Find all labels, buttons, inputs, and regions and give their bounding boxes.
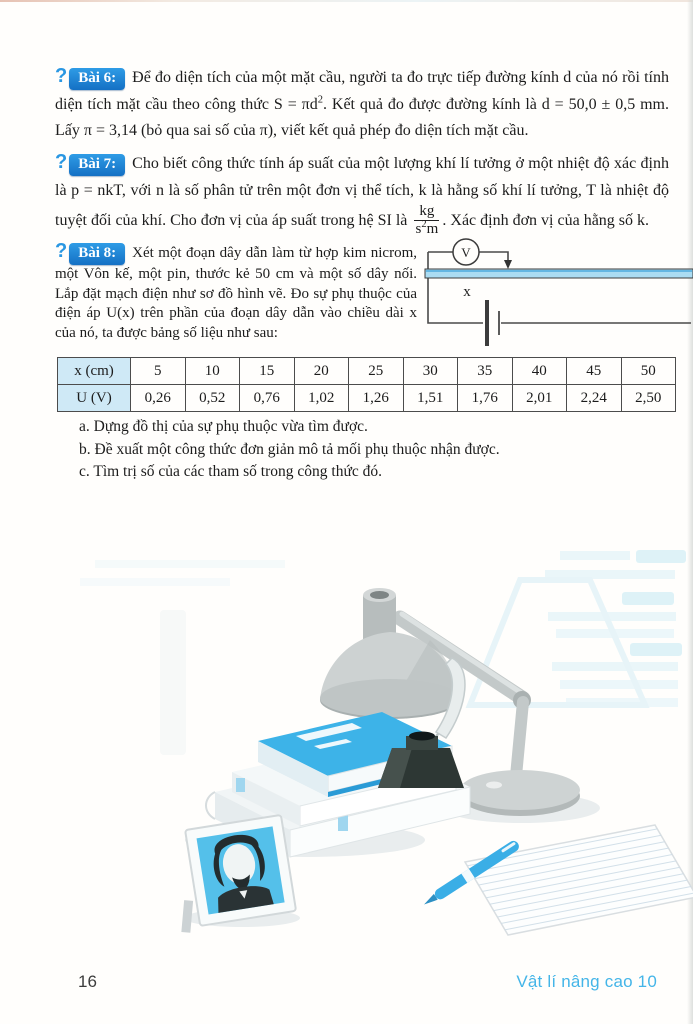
table-cell: 15 bbox=[240, 358, 295, 385]
exercise-8 bbox=[55, 238, 417, 343]
table-cell: 35 bbox=[458, 358, 513, 385]
exercise-6-text: Để đo diện tích của một mặt cầu, người ta đo trực tiếp đường kính d của nó rồi tính diện tích mặt cầu theo công thức $S = \pi d^2$. Kết quả đo được đường kính là d = 50,0 ± 0,5 mm. Lấy π = 3,14 (bỏ qua sai số của π), viết kết quả phép đo diện tích mặt cầu. bbox=[55, 69, 669, 139]
scan-top-edge bbox=[0, 0, 693, 2]
table-cell: 2,24 bbox=[567, 385, 622, 412]
length-x-label: x bbox=[463, 284, 471, 300]
exercise-7 bbox=[55, 146, 669, 238]
table-cell: 0,76 bbox=[240, 385, 295, 412]
table-cell: 0,52 bbox=[185, 385, 240, 412]
voltmeter-label: V bbox=[461, 245, 471, 260]
table-cell: 1,26 bbox=[349, 385, 404, 412]
table-cell: 10 bbox=[185, 358, 240, 385]
table-cell: 1,51 bbox=[403, 385, 458, 412]
measurement-table-body bbox=[58, 358, 676, 412]
table-row-header: U (V) bbox=[58, 385, 131, 412]
table-cell: 2,50 bbox=[621, 385, 676, 412]
exercise-8-badge: Bài 8: bbox=[69, 243, 125, 265]
question-mark-icon: ? bbox=[55, 65, 68, 87]
table-cell: 45 bbox=[567, 358, 622, 385]
subquestion-a: a. Dựng đồ thị của sự phụ thuộc vừa tìm được. bbox=[79, 418, 368, 435]
measurement-table bbox=[57, 357, 676, 412]
exercise-8-subquestions bbox=[79, 416, 500, 484]
question-mark-icon: ? bbox=[55, 151, 68, 173]
table-cell: 1,02 bbox=[294, 385, 349, 412]
exercise-6 bbox=[55, 60, 669, 143]
circuit-diagram bbox=[420, 236, 693, 358]
table-row bbox=[58, 385, 676, 412]
table-cell: 2,01 bbox=[512, 385, 567, 412]
page-number: 16 bbox=[78, 972, 97, 991]
lamp-base bbox=[460, 770, 580, 816]
table-cell: 5 bbox=[131, 358, 186, 385]
table-cell: 20 bbox=[294, 358, 349, 385]
table-cell: 1,76 bbox=[458, 385, 513, 412]
table-cell: 40 bbox=[512, 358, 567, 385]
subquestion-c: c. Tìm trị số của các tham số trong công thức đó. bbox=[79, 463, 382, 481]
exercise-8-text: Xét một đoạn dây dẫn làm từ hợp kim nicrom, một Vôn kế, một pin, thước kẻ 50 cm và một số dây nối. Lắp đặt mạch điện như sơ đồ hình vẽ. Đo sự phụ thuộc của điện áp U(x) trên phần của đoạn dây dẫn vào chiều dài x của nó, ta được bảng số liệu như sau: bbox=[55, 245, 417, 341]
question-mark-icon: ? bbox=[55, 240, 68, 262]
table-cell: 30 bbox=[403, 358, 458, 385]
subquestion-b: b. Đề xuất một công thức đơn giản mô tả mối phụ thuộc nhận được. bbox=[79, 440, 500, 458]
exercise-7-text: Cho biết công thức tính áp suất của một lượng khí lí tưởng ở một nhiệt độ xác định là p = nkT, với n là số phân tử trên một đơn vị thể tích, k là hằng số khí lí tưởng, T là nhiệt độ tuyệt đối của khí. Cho đơn vị của áp suất trong hệ SI là $\frac{kg}{s^2m}$ . Xác định đơn vị của hằng số k. bbox=[55, 155, 669, 238]
book-title-footer: Vật lí nâng cao 10 bbox=[516, 972, 657, 991]
table-cell: 50 bbox=[621, 358, 676, 385]
slider-arrow-icon bbox=[504, 260, 512, 269]
note-paper bbox=[465, 825, 693, 935]
exercise-7-badge: Bài 7: bbox=[69, 154, 125, 176]
fraction: $\frac{kg}{s^2m}$ bbox=[415, 202, 439, 238]
table-row-header: x (cm) bbox=[58, 358, 131, 385]
table-cell: 0,26 bbox=[131, 385, 186, 412]
table-row bbox=[58, 358, 676, 385]
desk-illustration bbox=[0, 540, 693, 960]
lamp-shade bbox=[320, 588, 460, 719]
exercise-6-badge: Bài 6: bbox=[69, 68, 125, 90]
table-cell: 25 bbox=[349, 358, 404, 385]
